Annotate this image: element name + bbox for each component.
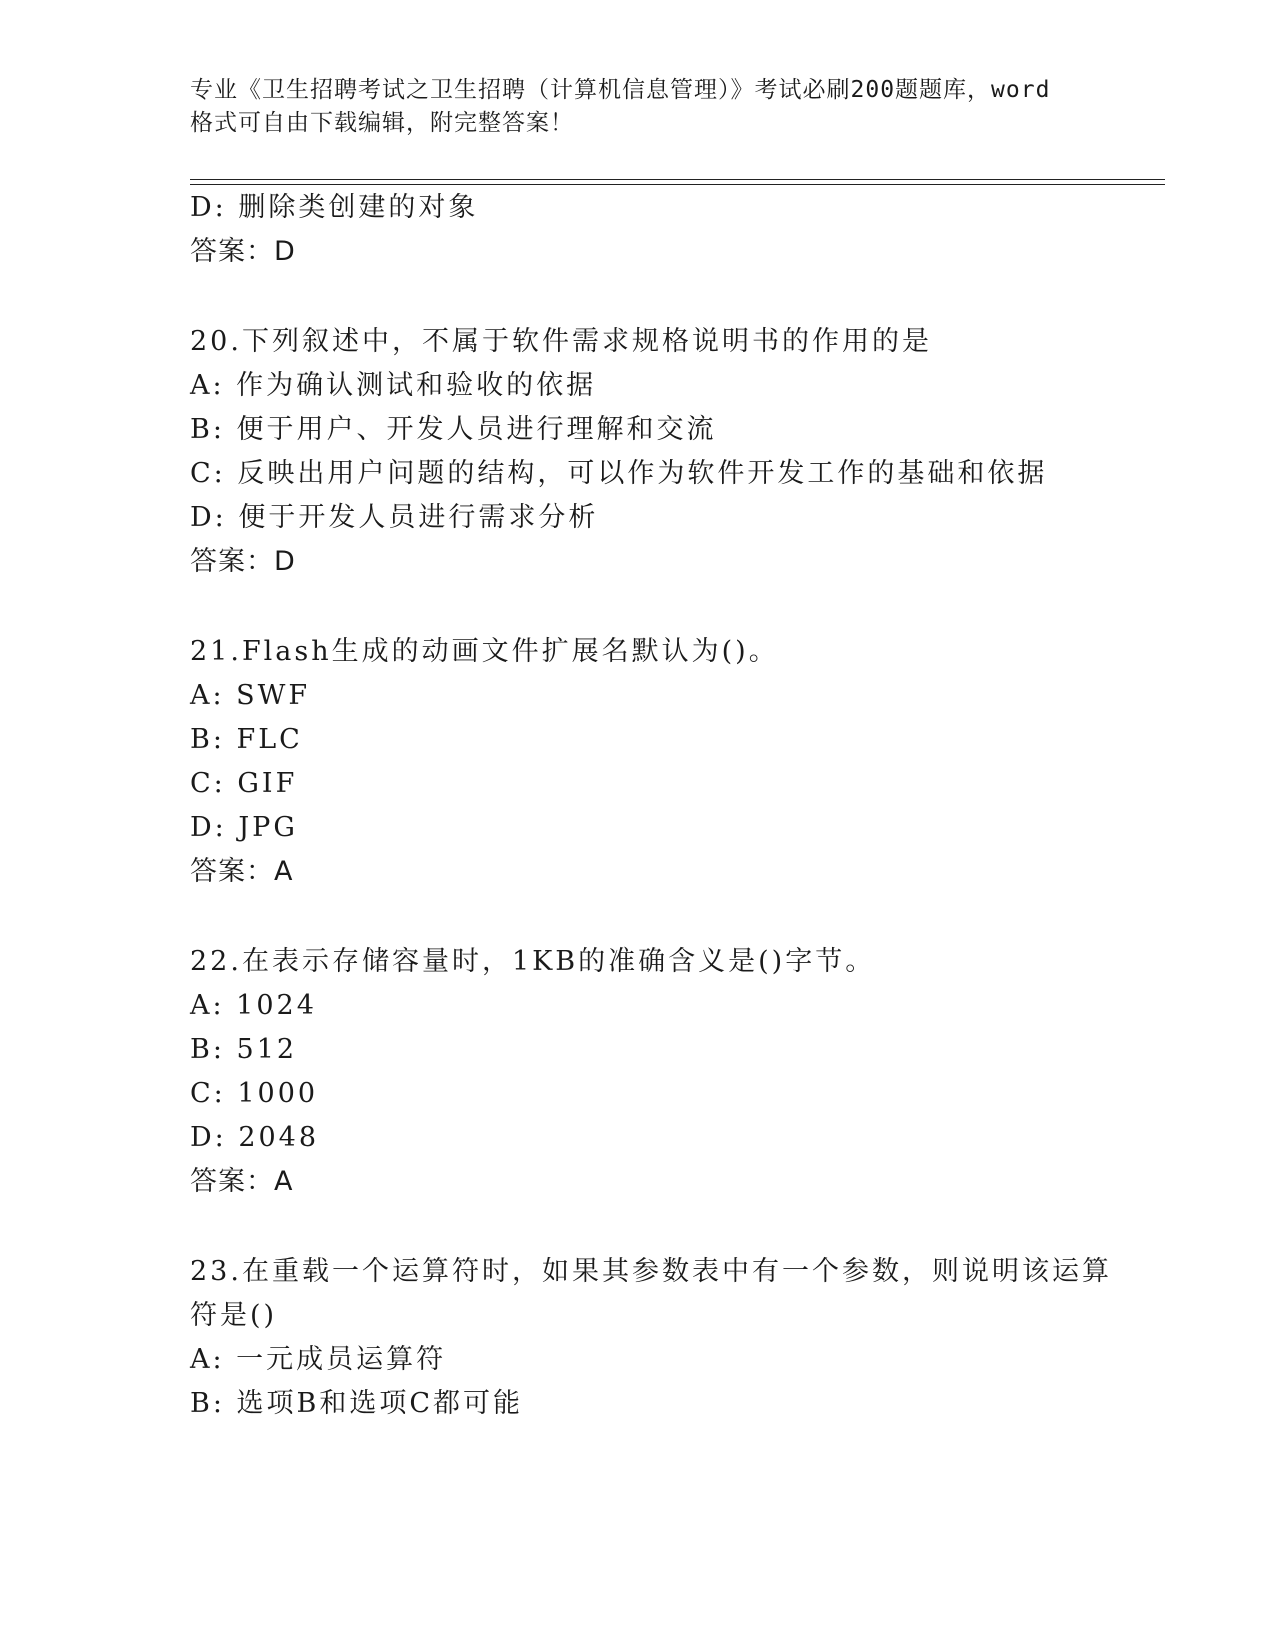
- header-line-2: 格式可自由下载编辑，附完整答案！: [190, 110, 574, 136]
- q21-option-d: D: JPG: [190, 812, 298, 843]
- q23-option-a: A: 一元成员运算符: [190, 1344, 447, 1375]
- prev-option-d: D: 删除类创建的对象: [190, 192, 479, 223]
- q22-option-a: A: 1024: [190, 990, 317, 1021]
- prev-answer: 答案：D: [190, 236, 296, 267]
- q22-answer: 答案：A: [190, 1166, 294, 1197]
- q21-option-b: B: FLC: [190, 724, 303, 755]
- q20-answer: 答案：D: [190, 546, 296, 577]
- q22-question: 22.在表示存储容量时，1KB的准确含义是()字节。: [190, 946, 876, 977]
- q20-option-b: B: 便于用户、开发人员进行理解和交流: [190, 414, 717, 445]
- q23-question-line-1: 23.在重载一个运算符时，如果其参数表中有一个参数，则说明该运算: [190, 1256, 1112, 1287]
- q21-answer: 答案：A: [190, 856, 294, 887]
- header-line-1: 专业《卫生招聘考试之卫生招聘（计算机信息管理）》考试必刷200题题库，word: [190, 77, 1051, 103]
- q23-question-line-2: 符是(): [190, 1300, 278, 1331]
- q23-option-b: B: 选项B和选项C都可能: [190, 1388, 524, 1419]
- q22-option-c: C: 1000: [190, 1078, 319, 1109]
- q20-question: 20.下列叙述中，不属于软件需求规格说明书的作用的是: [190, 326, 932, 357]
- q20-option-a: A: 作为确认测试和验收的依据: [190, 370, 597, 401]
- q21-option-a: A: SWF: [190, 680, 311, 711]
- document-header: [190, 74, 1090, 140]
- q20-option-d: D: 便于开发人员进行需求分析: [190, 502, 599, 533]
- q21-option-c: C: GIF: [190, 768, 298, 799]
- q20-option-c: C: 反映出用户问题的结构，可以作为软件开发工作的基础和依据: [190, 458, 1048, 489]
- q22-option-b: B: 512: [190, 1034, 298, 1065]
- q21-question: 21.Flash生成的动画文件扩展名默认为()。: [190, 636, 779, 667]
- q22-option-d: D: 2048: [190, 1122, 320, 1153]
- header-rule-top: [190, 179, 1165, 180]
- header-rule-bottom: [190, 184, 1165, 185]
